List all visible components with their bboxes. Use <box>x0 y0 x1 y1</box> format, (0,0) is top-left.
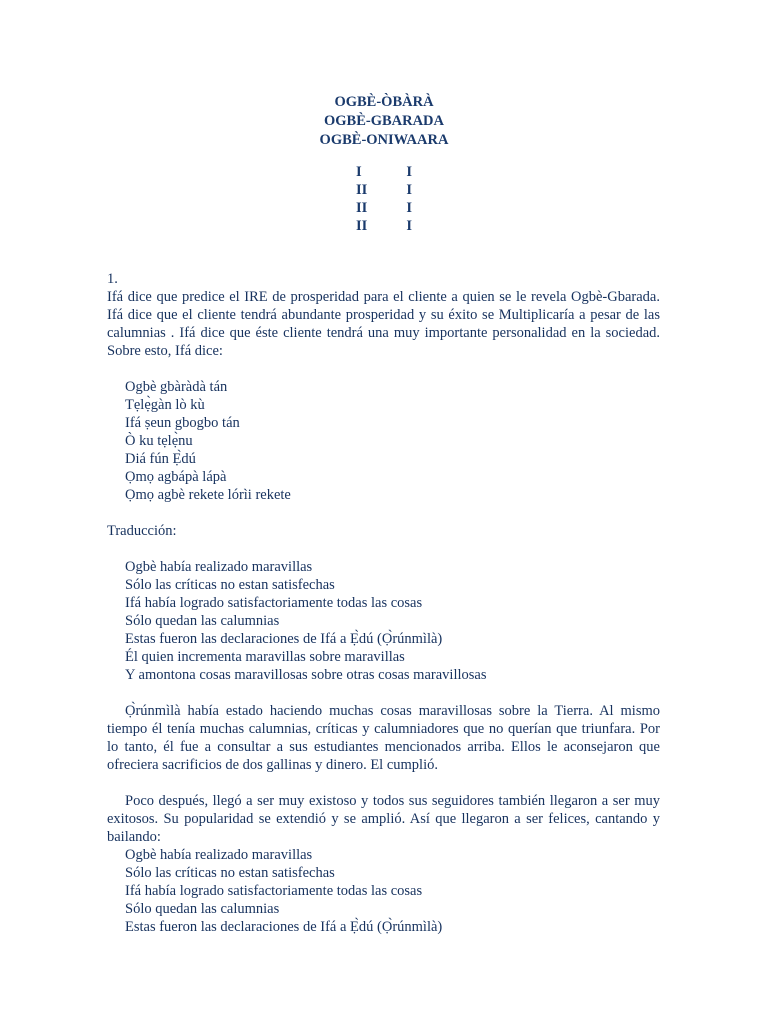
verse-line: Ifá ṣeun gbogbo tán <box>125 415 240 431</box>
odu-mark-row <box>356 181 412 199</box>
repeated-verse <box>107 846 660 936</box>
intro-paragraph: Ifá dice que predice el IRE de prosperidad para el cliente a quien se le revela Ogbè-Gbarada. Ifá dice que el cliente tendrá abundante prosperidad y su éxito se Multiplicaría a pesar de las calumnias . Ifá dice que éste cliente tendrá una muy importante personalidad en la sociedad. Sobre esto, Ifá dice: <box>107 289 660 359</box>
verse-line: Ọmọ agbápà lápà <box>125 469 227 485</box>
odu-mark-right: I <box>406 218 412 234</box>
odu-mark-row <box>356 199 412 217</box>
odu-mark-right: I <box>406 200 412 216</box>
spacer <box>107 360 660 378</box>
spacer <box>107 684 660 702</box>
verse-line: Diá fún Ẹ̀dú <box>125 451 196 467</box>
odu-mark-left: I <box>356 164 362 180</box>
verse-line: Ifá había logrado satisfactoriamente todas las cosas <box>125 595 423 611</box>
outcome-paragraph: Poco después, llegó a ser muy existoso y todos sus seguidores también llegaron a ser muy exitosos. Su popularidad se extendió y se amplió. Así que llegaron a ser felices, cantando y bailando: <box>107 793 660 845</box>
verse-line: Ogbè había realizado maravillas <box>125 847 313 863</box>
section-number: 1. <box>107 271 118 287</box>
odu-mark-right: I <box>406 182 412 198</box>
odu-title-alias-1: OGBÈ-GBARADA <box>323 113 445 129</box>
verse-line: Él quien incrementa maravillas sobre maravillas <box>125 649 405 665</box>
yoruba-verse <box>107 378 660 504</box>
verse-line: Estas fueron las declaraciones de Ifá a Ẹ̀dú (Ọ̀rúnmìlà) <box>125 919 443 935</box>
odu-title-block <box>0 93 768 150</box>
verse-line: Ọmọ agbè rekete lórìi rekete <box>125 487 291 503</box>
verse-line: Sólo quedan las calumnias <box>125 901 280 917</box>
verse-line: Sólo las críticas no estan satisfechas <box>125 865 335 881</box>
document-body <box>107 270 660 936</box>
translation-heading: Traducción: <box>107 523 177 539</box>
spacer <box>107 540 660 558</box>
verse-line: Ò ku tẹlẹ̀nu <box>125 433 193 449</box>
odu-mark-right: I <box>406 164 412 180</box>
odu-sign-marks <box>356 163 416 235</box>
odu-mark-left: II <box>356 200 368 216</box>
spacer <box>107 504 660 522</box>
odu-mark-left: II <box>356 218 368 234</box>
spacer <box>107 774 660 792</box>
verse-line: Sólo las críticas no estan satisfechas <box>125 577 335 593</box>
translation-verse <box>107 558 660 684</box>
verse-line: Ogbè había realizado maravillas <box>125 559 313 575</box>
odu-title-primary: OGBÈ-ÒBÀRÀ <box>334 94 434 110</box>
verse-line: Y amontona cosas maravillosas sobre otras cosas maravillosas <box>125 667 487 683</box>
verse-line: Tẹlẹ̀gàn lò kù <box>125 397 205 413</box>
odu-mark-row <box>356 217 412 235</box>
story-paragraph: Ọ̀rúnmìlà había estado haciendo muchas cosas maravillosas sobre la Tierra. Al mismo tiempo él tenía muchas calumnias, críticas y calumniadores que no querían que triunfara. Por lo tanto, él fue a consultar a sus estudiantes mencionados arriba. Ellos le aconsejaron que ofreciera sacrificios de dos gallinas y dinero. El cumplió. <box>107 703 660 773</box>
odu-mark-left: II <box>356 182 368 198</box>
odu-mark-row <box>356 163 412 181</box>
odu-title-alias-2: OGBÈ-ONIWAARA <box>319 132 449 148</box>
verse-line: Ifá había logrado satisfactoriamente todas las cosas <box>125 883 423 899</box>
verse-line: Sólo quedan las calumnias <box>125 613 280 629</box>
verse-line: Ogbè gbàràdà tán <box>125 379 228 395</box>
verse-line: Estas fueron las declaraciones de Ifá a Ẹ̀dú (Ọ̀rúnmìlà) <box>125 631 443 647</box>
